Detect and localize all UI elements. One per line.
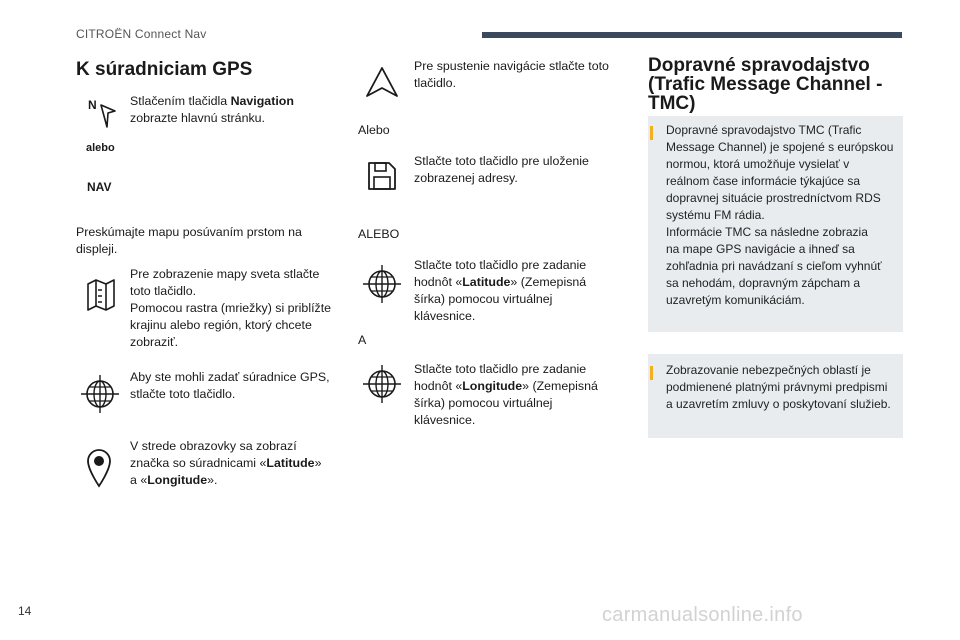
svg-text:N: N <box>88 98 97 112</box>
or-label-1: Alebo <box>358 123 390 137</box>
note-info-marker <box>650 126 653 140</box>
latitude-entry-text: Stlačte toto tlačidlo pre zadanie hodnôt «Latitude» (Zemepisná šírka) pomocou virtuálnej klávesnice. <box>414 258 587 323</box>
save-icon <box>366 160 398 192</box>
start-navigation-icon <box>364 66 400 100</box>
globe-grid-icon <box>80 374 120 414</box>
tmc-info-note: Dopravné spravodajstvo TMC (Trafic Message Channel) je spojené s európskou normou, ktorá umožňuje vysielať v reálnom čase informácie týkajúce sa dopravnej situácie prostredníctvom RDS systému FM rádia. Informácie TMC sa následne zobrazia na mape GPS navigácie a ihneď sa zohľadnia pri navádzaní s cieľom vyhnúť sa nehodám, dopravným zápcham a uzavretým komunikáciám. <box>648 116 903 332</box>
step-gps-coordinates-text: Aby ste mohli zadať súradnice GPS, stlačte toto tlačidlo. <box>130 370 330 401</box>
world-map-icon <box>84 276 118 312</box>
step-navigation-text: Stlačením tlačidla Navigation zobrazte hlavnú stránku. <box>130 94 294 125</box>
start-navigation-text: Pre spustenie navigácie stlačte toto tlačidlo. <box>414 59 609 90</box>
alebo-label: alebo <box>86 142 115 154</box>
nav-button-label: NAV <box>87 180 112 194</box>
danger-zones-note: Zobrazovanie nebezpečných oblastí je podmienené platnými právnymi predpismi a uzavretím zmluvy o poskytovaní služieb. <box>648 354 903 438</box>
watermark: carmanualsonline.info <box>602 604 803 626</box>
globe-latitude-icon <box>362 264 402 304</box>
note-info-marker <box>650 366 653 380</box>
location-pin-icon <box>84 446 114 488</box>
header-bar <box>482 32 902 38</box>
section-title-gps: K súradniciam GPS <box>76 59 253 80</box>
step-world-map-text: Pre zobrazenie mapy sveta stlačte toto tlačidlo. Pomocou rastra (mriežky) si priblížte krajinu alebo región, ktorý chcete zobraziť. <box>130 267 332 349</box>
globe-longitude-icon <box>362 364 402 404</box>
step-marker-text: V strede obrazovky sa zobrazí značka so súradnicami «Latitude» a «Longitude». <box>130 439 322 487</box>
running-header: CITROËN Connect Nav <box>76 27 207 41</box>
step-explore-map: Preskúmajte mapu posúvaním prstom na displeji. <box>76 225 302 256</box>
longitude-entry-text: Stlačte toto tlačidlo pre zadanie hodnôt «Longitude» (Zemepisná šírka) pomocou virtuálnej klávesnice. <box>414 362 598 427</box>
navigation-n-icon <box>88 97 118 131</box>
or-label-3: A <box>358 333 367 347</box>
save-address-text: Stlačte toto tlačidlo pre uloženie zobrazenej adresy. <box>414 154 589 185</box>
or-label-2: ALEBO <box>358 227 400 241</box>
page-number: 14 <box>18 604 32 618</box>
section-title-tmc: Dopravné spravodajstvo (Trafic Message Channel - TMC) <box>648 55 883 114</box>
